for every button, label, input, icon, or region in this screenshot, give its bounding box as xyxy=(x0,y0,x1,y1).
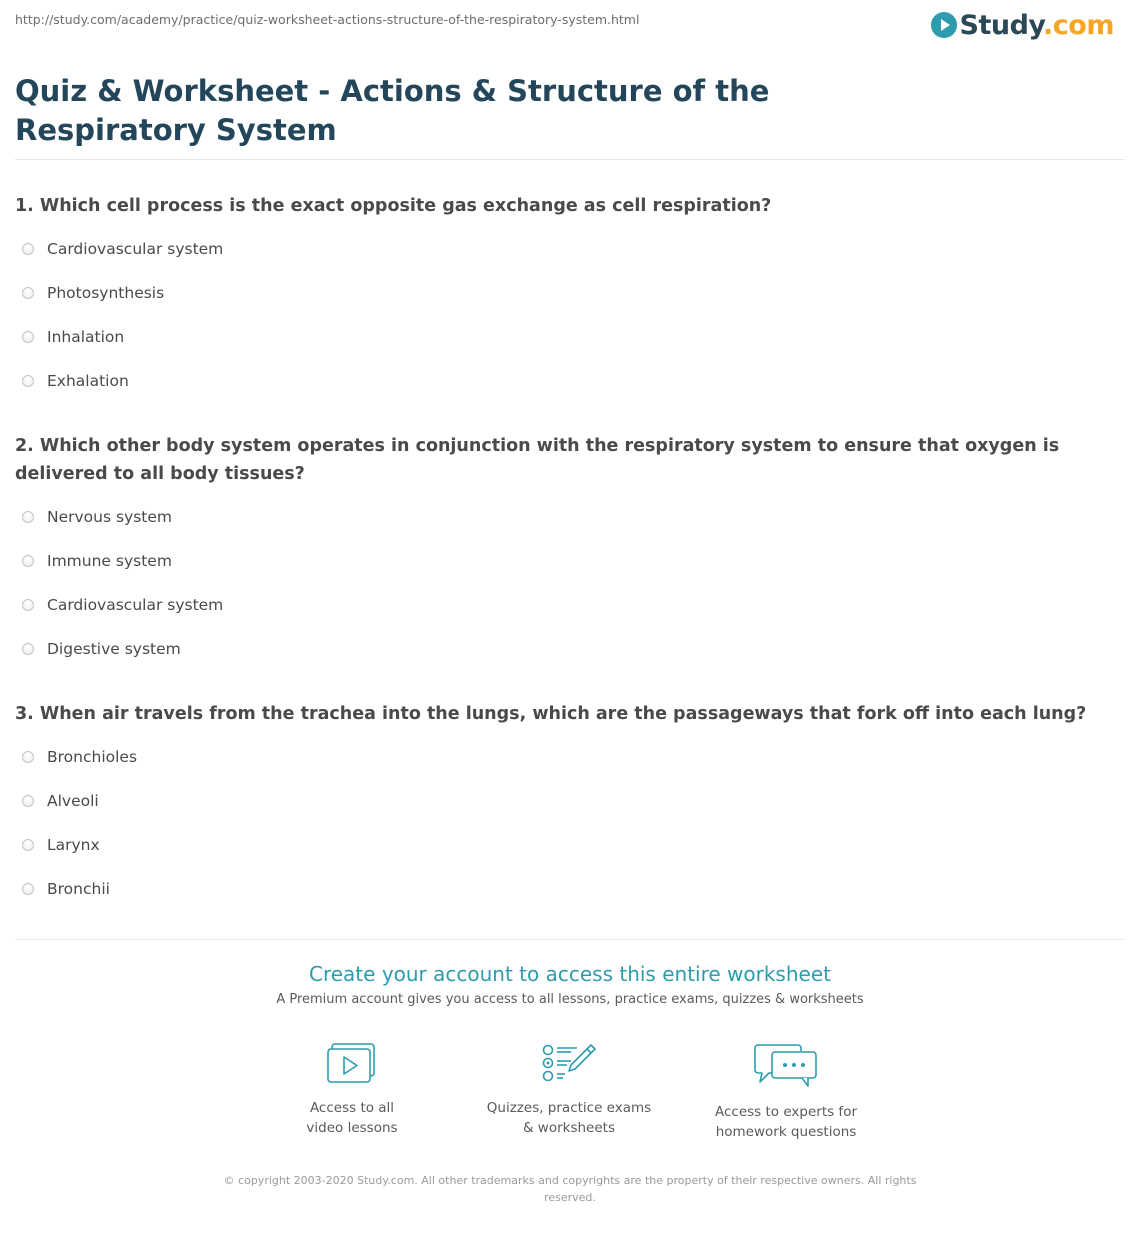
question-3: 3. When air travels from the trachea into the lungs, which are the passageways that fork off into each lung? xyxy=(15,704,1087,724)
radio-button[interactable] xyxy=(22,331,34,343)
radio-button[interactable] xyxy=(22,243,34,255)
copyright-footer: © copyright 2003-2020 Study.com. All other trademarks and copyrights are the property of their respective owners. All rights reserved. xyxy=(223,1174,917,1204)
study-logo[interactable] xyxy=(931,8,1114,42)
question-1: 1. Which cell process is the exact opposite gas exchange as cell respiration? xyxy=(15,196,772,216)
feature-label: Quizzes, practice exams & worksheets xyxy=(486,1100,652,1136)
q1-option-4[interactable]: Exhalation xyxy=(22,370,129,392)
radio-button[interactable] xyxy=(22,511,34,523)
feature-experts xyxy=(686,1042,886,1142)
feature-quizzes xyxy=(469,1042,669,1138)
q3-option-1[interactable]: Bronchioles xyxy=(22,746,137,768)
q2-option-1[interactable]: Nervous system xyxy=(22,506,172,528)
q2-option-3[interactable]: Cardiovascular system xyxy=(22,594,223,616)
radio-button[interactable] xyxy=(22,839,34,851)
q3-option-3[interactable]: Larynx xyxy=(22,834,100,856)
video-lessons-icon xyxy=(326,1042,378,1084)
radio-button[interactable] xyxy=(22,751,34,763)
radio-button[interactable] xyxy=(22,883,34,895)
play-icon xyxy=(931,12,957,38)
radio-button[interactable] xyxy=(22,643,34,655)
page-url[interactable]: http://study.com/academy/practice/quiz-worksheet-actions-structure-of-the-respiratory-system.html xyxy=(15,12,640,27)
chat-experts-icon xyxy=(754,1042,818,1088)
feature-label: Access to all video lessons xyxy=(306,1100,398,1136)
radio-button[interactable] xyxy=(22,555,34,567)
q2-option-4[interactable]: Digestive system xyxy=(22,638,181,660)
radio-button[interactable] xyxy=(22,599,34,611)
q1-option-3[interactable]: Inhalation xyxy=(22,326,124,348)
q1-option-2[interactable]: Photosynthesis xyxy=(22,282,164,304)
cta-divider xyxy=(15,939,1125,940)
radio-button[interactable] xyxy=(22,287,34,299)
logo-wordmark: Study.com xyxy=(959,9,1114,41)
quiz-checklist-icon xyxy=(541,1042,597,1084)
q1-option-1[interactable]: Cardiovascular system xyxy=(22,238,223,260)
q2-option-2[interactable]: Immune system xyxy=(22,550,172,572)
create-account-link[interactable]: Create your account to access this entire worksheet xyxy=(309,962,831,986)
feature-label: Access to experts for homework questions xyxy=(714,1104,857,1140)
q3-option-4[interactable]: Bronchii xyxy=(22,878,110,900)
title-divider xyxy=(15,159,1125,160)
feature-video-lessons xyxy=(252,1042,452,1138)
page-title: Quiz & Worksheet - Actions & Structure of the Respiratory System xyxy=(15,74,770,147)
question-2: 2. Which other body system operates in conjunction with the respiratory system to ensure that oxygen is delivered to all body tissues? xyxy=(15,436,1060,484)
premium-description: A Premium account gives you access to all lessons, practice exams, quizzes & worksheets xyxy=(276,992,864,1007)
q3-option-2[interactable]: Alveoli xyxy=(22,790,99,812)
radio-button[interactable] xyxy=(22,795,34,807)
radio-button[interactable] xyxy=(22,375,34,387)
